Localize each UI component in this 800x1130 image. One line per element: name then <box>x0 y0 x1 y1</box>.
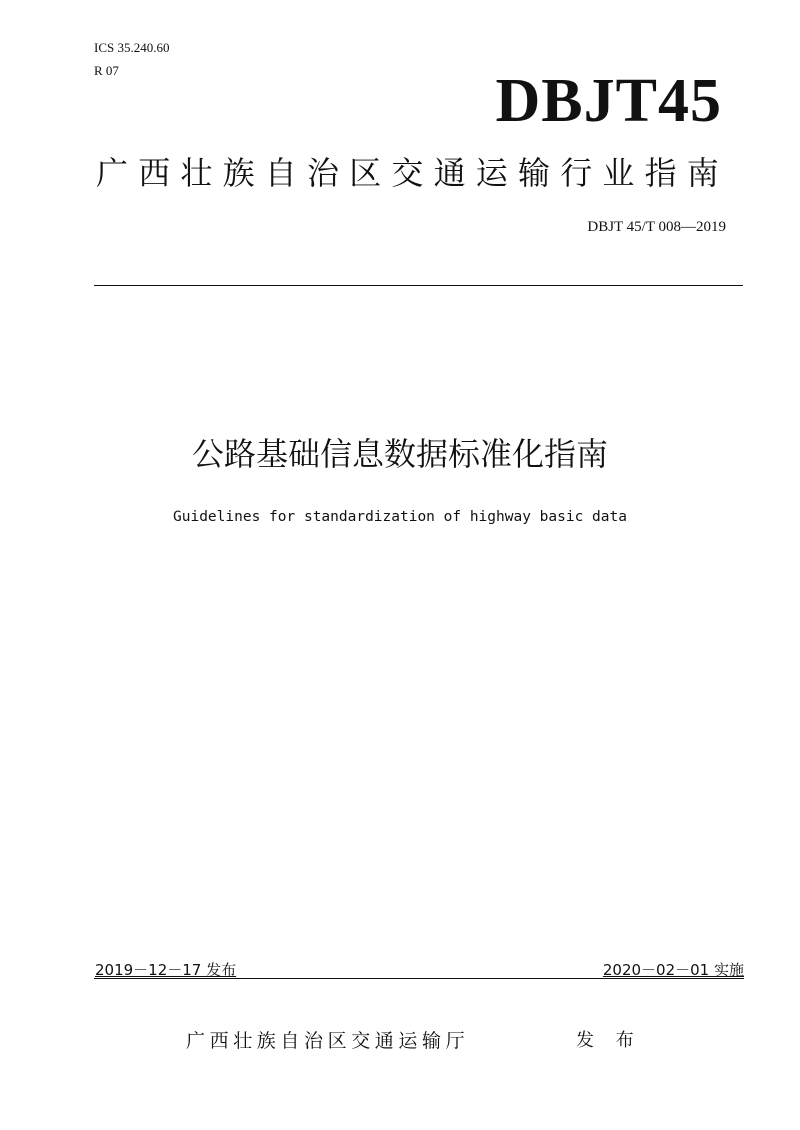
issue-date: 2019－12－17 发布 <box>95 961 237 979</box>
standard-category-title: 广西壮族自治区交通运输行业指南 <box>96 154 730 192</box>
document-title-chinese: 公路基础信息数据标准化指南 <box>191 435 608 473</box>
standard-number: DBJT 45/T 008—2019 <box>587 219 726 235</box>
publisher-name: 广西壮族自治区交通运输厅 <box>186 1030 470 1052</box>
standard-brand-logo: DBJT45 <box>495 67 722 135</box>
document-title-english: Guidelines for standardization of highway basic data <box>173 509 627 525</box>
ics-code: ICS 35.240.60 <box>94 40 170 55</box>
implementation-date: 2020－02－01 实施 <box>602 961 744 979</box>
publish-label: 发 布 <box>576 1030 642 1051</box>
date-divider <box>94 978 744 979</box>
header-divider <box>94 285 743 286</box>
classification-code: R 07 <box>94 63 119 78</box>
